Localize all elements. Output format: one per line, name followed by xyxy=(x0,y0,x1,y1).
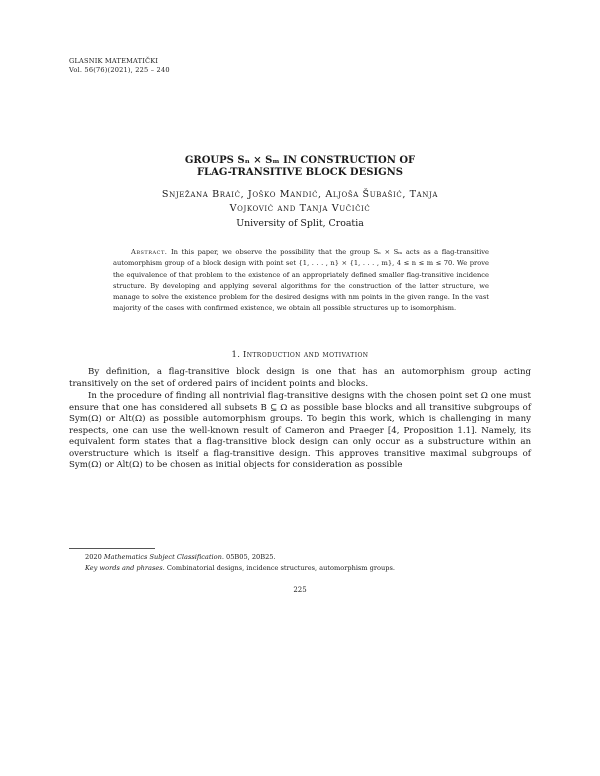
keywords-line xyxy=(69,563,531,574)
footnote xyxy=(69,552,531,573)
msc-line xyxy=(85,552,531,563)
msc-label: Mathematics Subject Classification. xyxy=(103,553,224,561)
body-text xyxy=(69,367,531,472)
footnote-divider xyxy=(69,548,155,549)
abstract-text: In this paper, we observe the possibility that the group Sₙ × Sₘ acts as a flag-transitive automorphism group of a block design with point set {1, . . . , n} × {1, . . . , m}, 4 ≤ n ≤ m ≤ 70. We prove the equivalence of that problem to the existence of an appropriately defined smaller flag-transitive incidence structure. By developing and applying several algorithms for the construction of the latter structure, we manage to solve the existence problem for the desired designs with nm points in the given range. In the vast majority of the cases with confirmed existence, we obtain all possible structures up to isomorphism. xyxy=(113,248,489,313)
journal-name: GLASNIK MATEMATIČKI xyxy=(69,57,159,65)
journal-header xyxy=(69,57,170,74)
authors-line-1: Snježana Braić, Joško Mandić, Aljoša Šubašić, Tanja xyxy=(161,189,439,200)
abstract-heading: Abstract. xyxy=(131,248,168,256)
section-number: 1. xyxy=(231,349,241,359)
section-heading xyxy=(90,349,510,359)
page-number: 225 xyxy=(293,586,307,594)
title-line-1: GROUPS Sₙ × Sₘ IN CONSTRUCTION OF xyxy=(184,155,416,166)
title-line-2: FLAG-TRANSITIVE BLOCK DESIGNS xyxy=(196,167,404,178)
paragraph-1: By definition, a flag-transitive block design is one that has an automorphism group acting transitively on the set of ordered pairs of incident points and blocks. xyxy=(69,367,531,389)
authors-line-2: Vojković and Tanja Vučičić xyxy=(229,202,371,214)
keywords-text: Combinatorial designs, incidence structures, automorphism groups. xyxy=(166,563,395,572)
journal-volume: Vol. 56(76)(2021), 225 – 240 xyxy=(69,65,170,74)
section-title: Introduction and motivation xyxy=(243,349,369,359)
affiliation: University of Split, Croatia xyxy=(236,218,364,229)
msc-year: 2020 xyxy=(85,553,102,561)
abstract xyxy=(113,247,489,315)
author-list xyxy=(90,188,510,215)
paragraph-2: In the procedure of finding all nontrivial flag-transitive designs with the chosen point set Ω one must ensure that one has considered all subsets B ⊆ Ω as possible base blocks and all transitive subgroups of Sym(Ω) or Alt(Ω) as possible automorphism groups. To begin this work, which is challenging in many respects, one can use the well-known result of Cameron and Praeger [4, Proposition 1.1]. Namely, its equivalent form states that a flag-transitive block design can only occur as a substructure within an overstructure which is itself a flag-transitive design. This approves transitive maximal subgroups of Sym(Ω) or Alt(Ω) to be chosen as initial objects for consideration as possible xyxy=(69,391,531,470)
keywords-label: Key words and phrases. xyxy=(85,563,165,572)
paper-title xyxy=(60,155,540,179)
msc-codes: 05B05, 20B25. xyxy=(226,553,276,561)
